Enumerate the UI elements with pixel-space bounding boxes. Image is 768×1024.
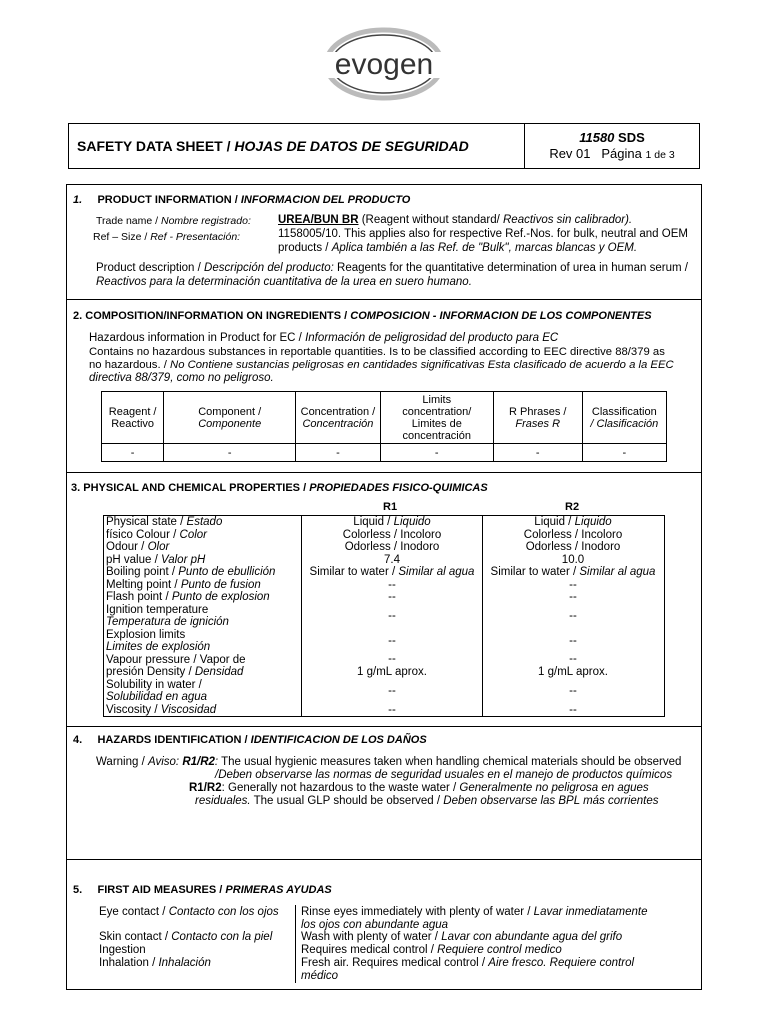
r-codes-line2 [195,794,659,808]
text-en: -- [569,591,577,603]
property-value [482,685,664,698]
desc-es: Reactivos para la determinación cuantitativa de la urea en suero humano. [96,276,472,288]
line2-es: No Contiene sustancias peligrosas en cantidades significativas Esta clasificado de acuerdo a la EEC [170,359,674,371]
first-aid-text [301,931,622,944]
h-es: Componente [198,417,262,430]
doc-number: 11580 [579,130,615,145]
label-es: Ref - Presentación: [150,231,241,243]
cell: - [296,444,381,462]
l-en: Inhalation / [99,957,156,969]
property-value [302,591,482,604]
property-label [106,629,185,642]
warning-line-es [215,768,672,782]
product-name: UREA/BUN BR [278,214,359,226]
property-label [106,666,243,679]
text-en: físico Colour / [106,528,177,541]
text-es: Solubilidad en agua [106,691,208,703]
product-description [96,261,688,275]
section-number: 2. [73,310,83,322]
header-concentration [296,392,381,444]
first-aid-label [99,906,279,919]
document-reference [525,124,699,168]
text-en: -- [569,704,577,716]
desc-en: Reagents for the quantitative determination of urea in human serum / [337,262,688,274]
text-en: Physical state / [106,516,184,528]
divider [67,726,701,727]
ref-en: products / [278,242,329,254]
first-aid-label [99,944,146,957]
h-es: Reactivo [111,417,155,430]
property-value [482,610,664,623]
ref-size-label [93,230,240,244]
r-text2-es: Deben observarse las BPL más corrientes [443,795,659,807]
text-es: Estado [186,516,223,528]
first-aid-text [301,957,634,970]
hazard-info [89,331,558,345]
r-text-es2: residuales. [195,795,251,807]
section-title-es: INFORMACION DEL PRODUCTO [240,194,411,206]
text-en: -- [569,685,577,697]
text-es: Viscosidad [160,704,217,716]
property-value [482,704,664,717]
property-label [106,679,202,692]
text-en: Colorless / Incoloro [523,528,623,541]
property-label [106,554,205,567]
warn-text: The usual hygienic measures taken when handling chemical materials should be observed [221,756,682,768]
text-es: Similar al agua [579,566,656,578]
h-es: Concentración [302,417,374,430]
property-label [106,691,207,704]
property-value [482,529,664,542]
page-number: 1 de 3 [645,149,675,161]
property-value [302,579,482,592]
section-number: 4. [73,734,83,746]
warn-label: Warning / [96,756,145,768]
cell: - [164,444,296,462]
first-aid-label [99,957,211,970]
section-title-es: IDENTIFICACION DE LOS DAÑOS [250,734,427,746]
ref-es: Aplica también a las Ref. de "Bulk", marcas blancas y OEM. [331,242,638,254]
header-component [164,392,296,444]
h-es2: concentración [402,429,471,442]
section-title-en: PRODUCT INFORMATION / [97,194,238,206]
text-en: Vapour pressure / Vapor de [106,653,246,666]
text-en: Explosion limits [106,628,186,641]
text-en: -- [388,610,396,622]
text-en: -- [388,635,396,647]
first-aid-text [301,970,338,983]
property-label [106,591,270,604]
text-en: Melting point / [106,578,178,591]
property-value [302,653,482,666]
property-value [302,666,482,679]
section-4-title [73,734,427,746]
warn-code: R1/R2 [182,756,215,768]
desc-label-es: Descripción del producto: [204,262,334,274]
r-code: R1/R2 [189,782,222,794]
text-es: Densidad [194,666,244,678]
r-text-es: Generalmente no peligrosa en agues [459,782,649,794]
hazard-line3 [89,371,274,385]
text-en: Similar to water / [490,566,577,578]
text-en: -- [569,653,577,665]
r-en: Wash with plenty of water / [301,931,438,943]
haz-es: Información de peligrosidad del producto para EC [305,332,559,344]
first-aid-text [301,944,562,957]
haz-en: Hazardous information in Product for EC / [89,332,302,344]
line2-en: no hazardous. / [89,359,167,371]
r-en: Rinse eyes immediately with plenty of water / [301,906,531,918]
desc-label-en: Product description / [96,262,201,274]
l-en: Ingestion [99,944,146,956]
text-en: Odorless / Inodoro [344,541,440,553]
section-title-es: PROPIEDADES FISICO-QUIMICAS [309,482,488,494]
l-es: Contacto con los ojos [168,906,279,918]
r-es: Aire fresco. Requiere control [488,957,635,969]
text-en: Liquid / [353,516,391,528]
property-label [106,541,169,554]
property-value [482,541,664,554]
cell: - [582,444,666,462]
hazard-line1: Contains no hazardous substances in reportable quantities. Is to be classified according to EEC directive 88/379 as [89,346,665,358]
hazard-line2 [89,358,674,372]
r-text2: The usual GLP should be observed / [253,795,441,807]
divider [67,472,701,473]
text-en: -- [388,591,396,603]
ref-value-line2 [278,241,637,255]
table-row [102,444,667,462]
r-es: Lavar inmediatamente [533,906,648,918]
ref-value-line1: 1158005/10. This applies also for respective Ref.-Nos. for bulk, neutral and OEM [278,228,688,240]
text-en: Boiling point / [106,566,176,578]
property-label [106,566,275,579]
trade-name-value [278,213,632,227]
h-en2: concentration/ [402,405,472,418]
divider [67,299,701,300]
column-r1: R1 [383,501,398,513]
r2-es: los ojos con abundante agua [301,919,449,931]
page-label: Página [601,146,642,161]
section-5-title [73,884,332,896]
trade-name-label [96,214,251,228]
text-en: -- [388,653,396,665]
text-es: Temperatura de ignición [106,616,229,628]
section-number: 1. [73,194,83,206]
text-en: -- [569,610,577,622]
text-es: Color [179,528,207,541]
warning-line: Warning / Aviso: R1/R2: The usual hygienic measures taken when handling chemical materials should be observed [96,756,682,768]
text-en: 1 g/mL aprox. [357,666,427,678]
warn-label-es: Aviso: [148,756,180,768]
header-classification [582,392,666,444]
text-en: presión Density / [106,666,192,678]
note-es: Reactivos sin calibrador). [503,214,633,226]
property-label [106,616,229,629]
label-en: Ref – Size / [93,231,148,243]
property-value [482,653,664,666]
r-en: Fresh air. Requires medical control / [301,957,486,969]
text-en: Colorless / Incoloro [342,528,442,541]
title-es: HOJAS DE DATOS DE SEGURIDAD [234,138,469,154]
text-en: Flash point / [106,591,169,603]
label-es: Nombre registrado: [160,215,251,227]
text-es: Punto de ebullición [178,566,276,578]
text-en: 10.0 [561,553,585,566]
h-en: R Phrases / [508,405,567,418]
text-es: Limites de explosión [106,641,211,653]
first-aid-label [99,931,272,944]
r-es: Requiere control medico [437,944,562,956]
property-value [482,635,664,648]
property-value [482,591,664,604]
text-en: Solubility in water / [106,678,202,691]
property-label [106,704,216,717]
divider [67,859,701,860]
text-en: 7.4 [384,553,400,566]
components-table [101,391,667,462]
r-text: Generally not hazardous to the waste water / [228,782,457,794]
h-es: Limites de [411,417,462,430]
warn-text-es: /Deben observarse las normas de seguridad usuales en el manejo de productos químicos [215,769,673,781]
property-value [302,685,482,698]
h-es: / Clasificación [590,417,659,430]
text-en: -- [569,635,577,647]
l-es: Contacto con la piel [171,931,273,943]
cell: - [102,444,164,462]
note-en: (Reagent without standard/ [361,214,500,226]
property-value [482,666,664,679]
property-value [482,579,664,592]
property-value [482,566,664,579]
property-value [302,704,482,717]
section-title-en: COMPOSITION/INFORMATION ON INGREDIENTS / [85,310,348,322]
h-en: Component / [198,405,262,418]
logo-text: evogen [334,48,434,81]
text-en: Liquid / [534,516,572,528]
property-value [482,554,664,567]
h-en: Reagent / [108,405,157,418]
section-2-title [73,310,652,322]
text-en: Viscosity / [106,704,158,716]
page-title [69,124,525,168]
doc-suffix: SDS [618,130,645,145]
text-en: -- [388,578,396,591]
l-es: Inhalación [158,957,211,969]
property-label [106,579,261,592]
table-header-row [102,392,667,444]
cell: - [493,444,582,462]
section-title-es: PRIMERAS AYUDAS [225,884,332,896]
text-en: Odour / [106,541,145,553]
text-en: -- [569,578,577,591]
first-aid-divider [295,905,296,983]
header-limits [380,392,493,444]
h-en: Limits [422,393,452,406]
section-1-title [73,194,410,206]
r-en: Requires medical control / [301,944,434,956]
text-en: Ignition temperature [106,603,209,616]
text-en: Similar to water / [309,566,396,578]
cell: - [380,444,493,462]
column-r2: R2 [565,501,580,513]
section-number: 5. [73,884,83,896]
label-en: Trade name / [96,215,159,227]
l-en: Skin contact / [99,931,169,943]
property-value [302,610,482,623]
text-en: Odorless / Inodoro [525,541,621,553]
text-es: Liquido [393,516,431,528]
header-r-phrases [493,392,582,444]
property-label [106,641,210,654]
section-number: 3. [71,482,81,494]
property-label [106,654,246,667]
text-en: -- [388,685,396,697]
section-title-en: HAZARDS IDENTIFICATION / [97,734,248,746]
section-title-en: PHYSICAL AND CHEMICAL PROPERTIES / [83,482,307,494]
property-value [302,635,482,648]
header-reagent [102,392,164,444]
property-label [106,516,222,529]
text-en: pH value / [106,553,158,566]
product-description-es [96,275,472,289]
text-en: 1 g/mL aprox. [538,666,608,678]
property-value [302,541,482,554]
line3-es: directiva 88/379, como no peligroso. [89,372,274,384]
text-en: -- [388,704,396,716]
property-label [106,529,207,542]
property-value [302,554,482,567]
property-value [302,566,482,579]
section-title-en: FIRST AID MEASURES / [97,884,223,896]
r-es: Lavar con abundante agua del grifo [441,931,623,943]
section-title-es: COMPOSICION - INFORMACION DE LOS COMPONENTES [350,310,652,322]
h-es: Frases R [515,417,561,430]
text-es: Punto de explosion [171,591,270,603]
h-en: Concentration / [300,405,376,418]
evogen-logo [320,24,448,102]
property-label [106,604,208,617]
text-es: Liquido [574,516,612,528]
text-es: Punto de fusion [180,578,261,591]
properties-table [103,515,665,717]
l-en: Eye contact / [99,906,166,918]
h-en: Classification [591,405,657,418]
title-en: SAFETY DATA SHEET / [77,138,231,154]
property-value [302,516,482,529]
property-value [482,516,664,529]
r2-es: médico [301,970,339,982]
revision: Rev 01 [549,146,591,161]
property-value [302,529,482,542]
document-header [68,123,700,169]
text-es: Olor [147,541,170,553]
text-es: Similar al agua [398,566,475,578]
text-es: Valor pH [160,553,206,566]
section-3-title [71,482,488,494]
r-codes-line: R1/R2: Generally not hazardous to the waste water / Generalmente no peligrosa en agues [189,782,649,794]
sections-frame [66,184,702,990]
first-aid-text [301,906,647,919]
